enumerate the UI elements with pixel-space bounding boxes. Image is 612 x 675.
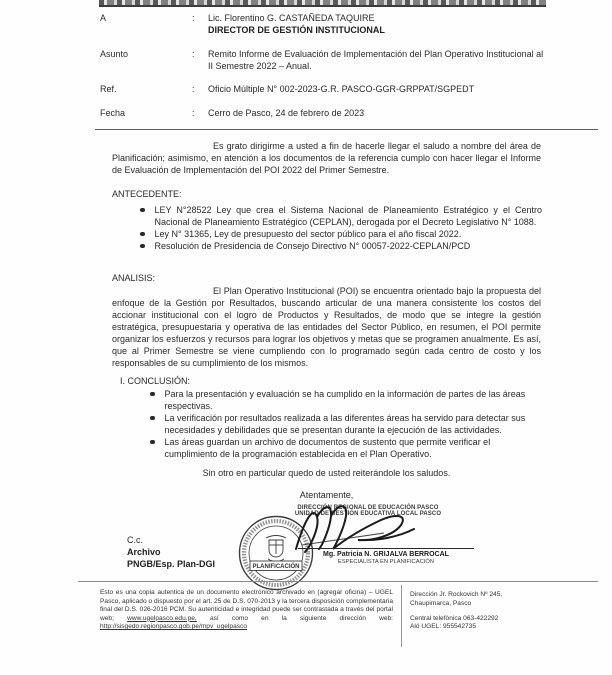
field-colon: :	[192, 84, 195, 94]
bullet-icon	[140, 208, 145, 213]
analisis-heading: ANALISIS:	[112, 273, 156, 283]
intro-paragraph: Es grato dirigirme a usted a fin de hacerle llegar el saludo a nombre del área de Planificación; asimismo, en atención a los documentos de la referencia cumplo con hacer llegar el Informe de Evaluación de Implementación del POI 2022 del Primer Semestre.	[112, 141, 541, 175]
closing-line: Sin otro en particular quedo de usted reiterándole los saludos.	[202, 468, 451, 478]
cc-initials: PNGB/Esp. Plan-DGI	[127, 559, 216, 569]
sisgedo-link[interactable]: http://sisgedo.regionpasco.gob.pe/mpv_ugelpasco	[100, 623, 247, 631]
antecedente-list	[140, 204, 542, 252]
footer-phone-line2: Aló UGEL: 955542735	[410, 623, 476, 631]
signatory-title: ESPECIALISTA EN PLANIFICACIÓN	[337, 559, 435, 565]
field-label-a: A	[100, 13, 107, 23]
bullet-icon	[140, 232, 145, 237]
footer-phone-line1: Central telefónica 063-422292	[410, 614, 499, 622]
cropped-heading-remnant	[99, 0, 546, 7]
bullet-icon	[150, 392, 155, 397]
antecedente-heading: ANTECEDENTE:	[112, 189, 182, 199]
signatory-block	[298, 548, 474, 566]
portal-link[interactable]: www.ugelpasco.edu.pe,	[127, 614, 197, 622]
field-label-fecha: Fecha	[100, 108, 126, 118]
footer-vertical-divider	[401, 585, 402, 647]
field-row-recipient	[100, 13, 546, 36]
antecedente-bullet: LEY N°28522 Ley que crea el Sistema Nacional de Planeamiento Estratégico y el Centro Nacional de Planeamiento Estratégico (CEPLAN), derogada por el Decreto Legislativo N° 1088.	[154, 205, 542, 227]
bullet-icon	[150, 440, 155, 445]
footer-web-prefix: web;	[100, 614, 114, 622]
field-value-reference: Oficio Múltiple N° 002-2023-G.R. PASCO-GGR-GRPPAT/SGPEDT	[208, 84, 475, 94]
conclusion-bullet: Las áreas guardan un archivo de documentos de sustento que permite verificar el cumplimiento de la programación establecida en el Plan Operativo.	[164, 437, 491, 459]
footer-web-line	[100, 615, 393, 624]
list-item	[140, 228, 542, 240]
cc-label: C.c.	[127, 535, 144, 545]
list-item	[150, 436, 528, 460]
analisis-paragraph: El Plan Operativo Institucional (POI) se encuentra orientado bajo la propuesta del enfoque de la Gestión por Resultados, buscando articular de una manera consistente los costos del accionar institucional con el logro de Productos y Resultados, de modo que se integre la gestión estratégica, presupuestaria y operativa de las entidades del Sector Público, en resumen, el POI permite organizar los esfuerzos y recursos para lograr los objetivos y metas que se programen anualmente. Es así, que al Primer Semestre se viene cumpliendo con lo programado según cada centro de costo y los responsables de su cumplimiento de los mismos.	[112, 286, 541, 368]
list-item	[140, 240, 542, 252]
list-item	[150, 412, 528, 436]
recipient-name: Lic. Florentino G. CASTAÑEDA TAQUIRE	[208, 13, 375, 23]
footer-line: Pasco, aplicado o dispuesto por el art. 25 de D.S. 070-2013 y la tercera disposición complementaria	[100, 597, 393, 605]
footer-line: Esto es una copia autentica de un documento electrónico archivado en (agregar oficina) – UGEL	[100, 589, 393, 596]
antecedente-bullet: Ley N° 31365, Ley de presupuesto del sector público para el año fiscal 2022.	[154, 229, 462, 239]
footer-address-line1: Dirección Jr. Rockovich Nº 245,	[410, 591, 503, 598]
conclusion-bullet: Para la presentación y evaluación se ha cumplido en la información de partes de las áreas respectivas.	[164, 389, 526, 411]
cc-block	[127, 534, 215, 570]
bullet-icon	[150, 416, 155, 421]
signatory-name: Mg. Patricia N. GRIJALVA BERROCAL	[323, 550, 449, 558]
field-value-subject: Remito Informe de Evaluación de Implementación del Plan Operativo Institucional al II Semestre 2022 – Anual.	[208, 49, 544, 71]
salutation-line: Atentamente,	[299, 490, 354, 500]
signature-org-line1: DIRECCIÓN REGIONAL DE EDUCACIÓN PASCO	[297, 505, 439, 511]
antecedente-bullet: Resolución de Presidencia de Consejo Directivo N° 00057-2022-CEPLAN/PCD	[154, 241, 471, 251]
footer-address-line2: Chaupimarca, Pasco	[410, 599, 472, 607]
conclusion-bullet: La verificación por resultados realizada a las diferentes áreas ha servido para detectar sus necesidades y debilidades que se presentan durante la ejecución de las actividades.	[164, 413, 526, 435]
bullet-icon	[140, 244, 145, 249]
list-item	[140, 204, 542, 228]
field-row-date	[100, 108, 546, 120]
field-colon: :	[192, 49, 195, 59]
stamp-label: PLANIFICACIÓN	[252, 564, 300, 570]
header-divider	[95, 129, 598, 130]
field-value-recipient	[208, 13, 546, 36]
signature-org-line2: UNIDAD DE GESTIÓN EDUCATIVA LOCAL PASCO	[294, 511, 442, 517]
field-value-date: Cerro de Pasco, 24 de febrero de 2023	[208, 108, 365, 118]
field-label-asunto: Asunto	[100, 49, 129, 59]
conclusion-heading: I. CONCLUSIÓN:	[120, 376, 191, 386]
field-colon: :	[192, 108, 195, 118]
footer-web-suffix: así como en la siguiente dirección web:	[209, 614, 393, 622]
footer-line: final del D.S. 026-2016 PCM. Su autenticidad e integridad puede ser contrastada a través del portal	[100, 606, 393, 614]
recipient-title: DIRECTOR DE GESTIÓN INSTITUCIONAL	[208, 24, 385, 35]
footer-legal-text	[100, 589, 393, 632]
footer-contact-block	[410, 591, 595, 632]
cc-archive: Archivo	[127, 547, 161, 557]
field-colon: :	[192, 13, 195, 23]
field-row-reference	[100, 84, 546, 96]
list-item	[150, 388, 528, 412]
conclusion-list	[150, 388, 528, 460]
field-row-subject	[100, 49, 546, 72]
field-label-ref: Ref.	[100, 84, 117, 94]
footer-divider	[78, 581, 598, 582]
